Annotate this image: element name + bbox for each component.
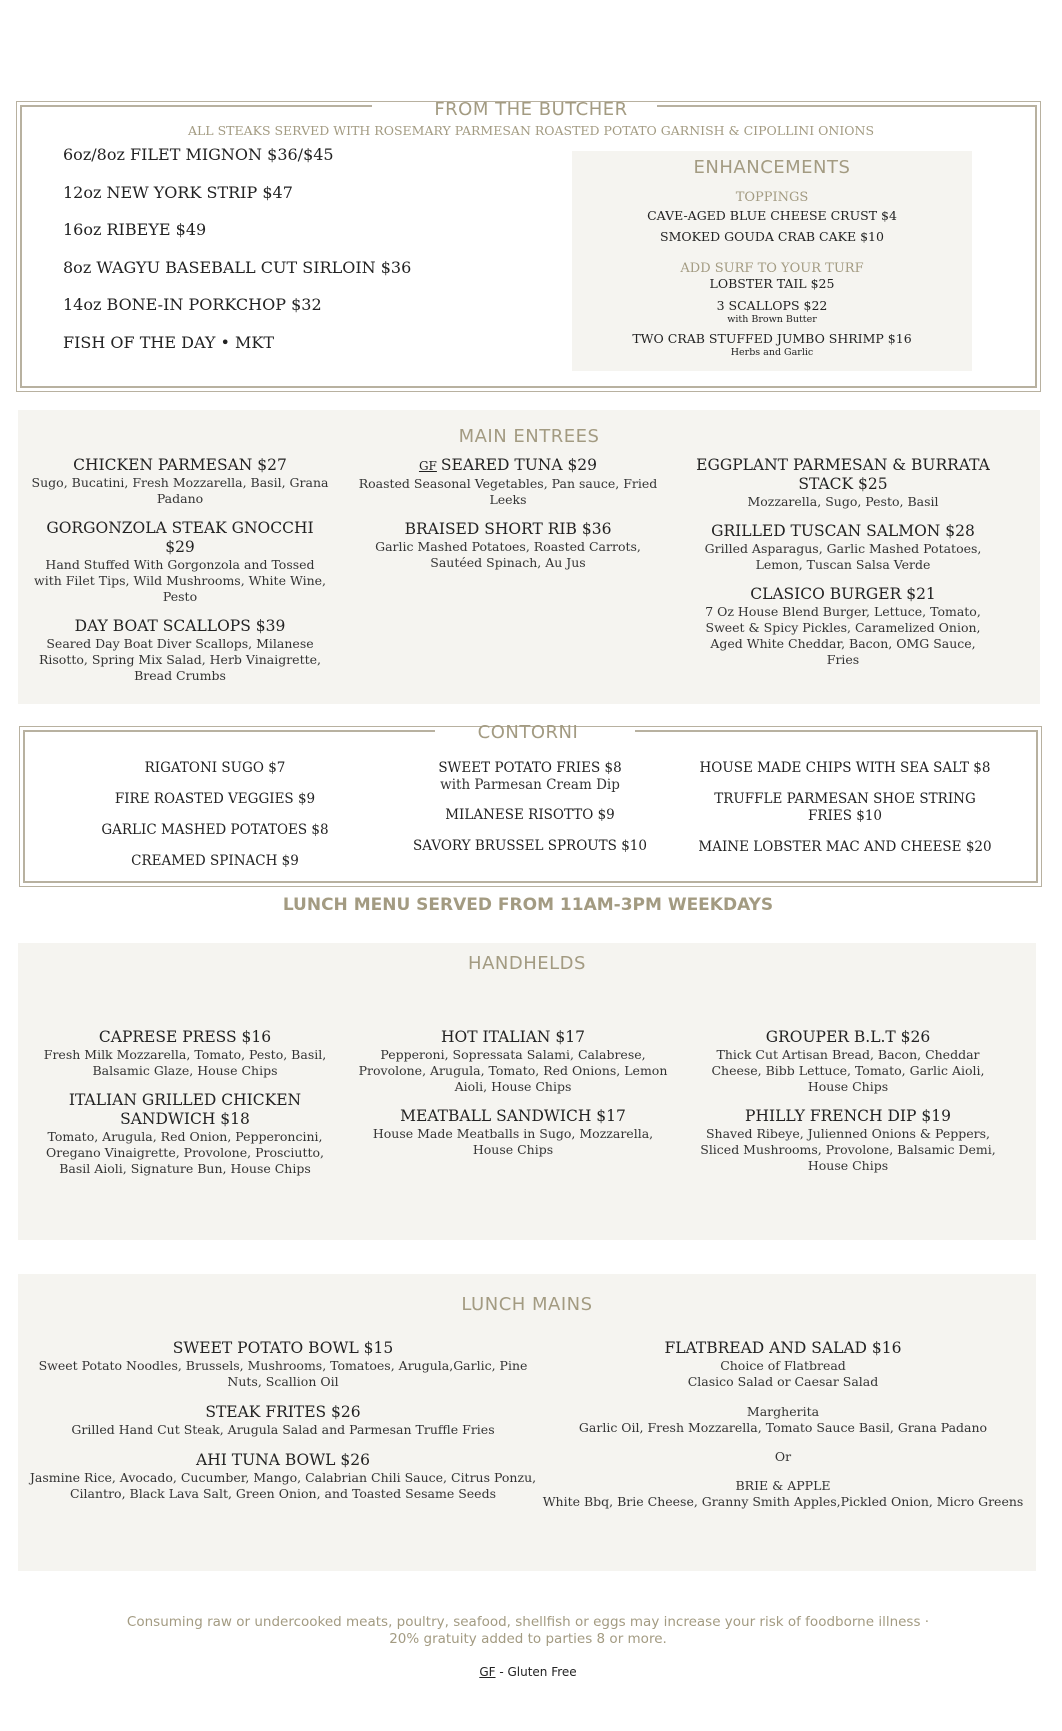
item-desc: Hand Stuffed With Gorgonzola and Tossed with Filet Tips, Wild Mushrooms, White Wine, Pesto bbox=[34, 557, 326, 604]
butcher-items bbox=[63, 145, 411, 370]
contorni-title: CONTORNI bbox=[477, 722, 579, 743]
item-name: MAINE LOBSTER MAC AND CHEESE $20 bbox=[698, 839, 992, 855]
surf-item bbox=[572, 298, 972, 325]
item-desc: Pepperoni, Sopressata Salami, Calabrese, Provolone, Arugula, Tomato, Red Onions, Lemon Aioli, House Chips bbox=[358, 1047, 668, 1094]
surf-desc: Herbs and Garlic bbox=[730, 347, 814, 358]
butcher-title: FROM THE BUTCHER bbox=[434, 99, 628, 120]
menu-column bbox=[30, 456, 330, 696]
item-desc: Choice of Flatbread bbox=[720, 1358, 846, 1373]
item-name: SWEET POTATO FRIES $8 bbox=[438, 760, 622, 776]
gf-abbr: GF bbox=[479, 1665, 496, 1679]
butcher-item: 16oz RIBEYE $49 bbox=[63, 220, 207, 239]
surf-item bbox=[572, 331, 972, 358]
lunch-mains-title: LUNCH MAINS bbox=[461, 1294, 593, 1315]
menu-item bbox=[693, 522, 993, 573]
item-name: PHILLY FRENCH DIP $19 bbox=[745, 1107, 951, 1125]
butcher-subtitle: ALL STEAKS SERVED WITH ROSEMARY PARMESAN ROASTED POTATO GARNISH & CIPOLLINI ONIONS bbox=[187, 123, 875, 138]
enhancements-title: ENHANCEMENTS bbox=[693, 157, 851, 178]
menu-item bbox=[30, 617, 330, 684]
item-desc: Sugo, Bucatini, Fresh Mozzarella, Basil, Grana Padano bbox=[31, 475, 329, 506]
menu-item bbox=[380, 760, 680, 793]
menu-item bbox=[693, 1107, 1003, 1174]
menu-item bbox=[30, 1028, 340, 1079]
butcher-item: 14oz BONE-IN PORKCHOP $32 bbox=[63, 295, 322, 314]
butcher-item: 12oz NEW YORK STRIP $47 bbox=[63, 182, 293, 202]
flatbread-item bbox=[538, 1339, 1028, 1510]
lunch-notice: LUNCH MENU SERVED FROM 11AM-3PM WEEKDAYS bbox=[282, 895, 774, 915]
gf-legend-text: - Gluten Free bbox=[495, 1665, 577, 1679]
menu-item bbox=[380, 838, 680, 855]
menu-column bbox=[380, 760, 680, 869]
or-text: Or bbox=[774, 1449, 792, 1464]
item-desc: 7 Oz House Blend Burger, Lettuce, Tomato, Sweet & Spicy Pickles, Caramelized Onion, Aged White Cheddar, Bacon, OMG Sauce, Fries bbox=[705, 604, 981, 667]
toppings-title: TOPPINGS bbox=[735, 190, 809, 205]
menu-item bbox=[65, 760, 365, 777]
item-name: ITALIAN GRILLED CHICKEN SANDWICH $18 bbox=[68, 1091, 302, 1128]
menu-item bbox=[358, 520, 658, 571]
surf-title: ADD SURF TO YOUR TURF bbox=[680, 261, 864, 276]
item-name: HOUSE MADE CHIPS WITH SEA SALT $8 bbox=[699, 760, 991, 776]
footer bbox=[0, 1614, 1056, 1681]
surf-item bbox=[572, 276, 972, 292]
item-desc: Thick Cut Artisan Bread, Bacon, Cheddar Cheese, Bibb Lettuce, Tomato, Garlic Aioli, House Chips bbox=[711, 1047, 985, 1094]
lunch-mains-section bbox=[18, 1274, 1036, 1571]
item-name: FLATBREAD AND SALAD $16 bbox=[664, 1339, 902, 1357]
item-name: FIRE ROASTED VEGGIES $9 bbox=[114, 791, 316, 807]
item-desc: House Made Meatballs in Sugo, Mozzarella, House Chips bbox=[372, 1126, 654, 1157]
menu-item bbox=[695, 760, 995, 777]
menu-item bbox=[30, 519, 330, 605]
item-desc: Mozzarella, Sugo, Pesto, Basil bbox=[747, 494, 939, 509]
item-name: SWEET POTATO BOWL $15 bbox=[172, 1339, 394, 1357]
item-name: BRAISED SHORT RIB $36 bbox=[404, 520, 612, 538]
topping-item: CAVE-AGED BLUE CHEESE CRUST $4 bbox=[647, 208, 897, 223]
item-desc: Clasico Salad or Caesar Salad bbox=[687, 1374, 879, 1389]
contorni-section bbox=[23, 730, 1038, 883]
menu-item bbox=[693, 1028, 1003, 1095]
surf-desc: with Brown Butter bbox=[727, 314, 817, 325]
menu-item bbox=[695, 839, 995, 856]
item-desc: Grilled Asparagus, Garlic Mashed Potatoes, Lemon, Tuscan Salsa Verde bbox=[704, 541, 982, 572]
option-name: BRIE & APPLE bbox=[735, 1478, 831, 1493]
item-name: MILANESE RISOTTO $9 bbox=[445, 807, 615, 823]
enhancements-panel bbox=[572, 151, 972, 371]
menu-item bbox=[358, 456, 658, 508]
item-name: AHI TUNA BOWL $26 bbox=[196, 1451, 370, 1469]
butcher-item: FISH OF THE DAY • MKT bbox=[63, 332, 275, 352]
topping-item: SMOKED GOUDA CRAB CAKE $10 bbox=[660, 229, 884, 244]
item-desc: Shaved Ribeye, Julienned Onions & Peppers, Sliced Mushrooms, Provolone, Balsamic Demi, House Chips bbox=[700, 1126, 996, 1173]
item-desc: Jasmine Rice, Avocado, Cucumber, Mango, Calabrian Chili Sauce, Citrus Ponzu, Cilantro, Black Lava Salt, Green Onion, and Toasted Sesame Seeds bbox=[29, 1470, 537, 1501]
item-name: GARLIC MASHED POTATOES $8 bbox=[101, 822, 329, 838]
menu-column bbox=[695, 760, 995, 870]
item-desc: Roasted Seasonal Vegetables, Pan sauce, Fried Leeks bbox=[358, 476, 658, 507]
item-name: TRUFFLE PARMESAN SHOE STRING FRIES $10 bbox=[714, 791, 976, 824]
item-name: HOT ITALIAN $17 bbox=[441, 1028, 585, 1046]
disclaimer: Consuming raw or undercooked meats, poultry, seafood, shellfish or eggs may increase your risk of foodborne illness · bbox=[126, 1614, 930, 1630]
menu-item bbox=[65, 791, 365, 808]
menu-column bbox=[30, 1028, 340, 1189]
menu-item bbox=[28, 1339, 538, 1390]
item-name: CLASICO BURGER $21 bbox=[750, 585, 936, 603]
surf-name: 3 SCALLOPS $22 bbox=[716, 298, 828, 313]
menu-item bbox=[28, 1451, 538, 1502]
item-desc: Grilled Hand Cut Steak, Arugula Salad and Parmesan Truffle Fries bbox=[71, 1422, 495, 1437]
menu-column bbox=[358, 456, 658, 583]
option-name: Margherita bbox=[746, 1404, 820, 1419]
item-name: STEAK FRITES $26 bbox=[205, 1403, 361, 1421]
menu-item bbox=[358, 1028, 668, 1095]
surf-name: LOBSTER TAIL $25 bbox=[709, 276, 835, 291]
lunch-mains-left bbox=[28, 1339, 538, 1515]
entrees-title: MAIN ENTREES bbox=[458, 426, 600, 447]
gratuity: 20% gratuity added to parties 8 or more. bbox=[389, 1631, 667, 1647]
menu-item bbox=[358, 1107, 668, 1158]
butcher-item: 6oz/8oz FILET MIGNON $36/$45 bbox=[63, 145, 334, 164]
item-name: RIGATONI SUGO $7 bbox=[144, 760, 286, 776]
item-desc: Fresh Milk Mozzarella, Tomato, Pesto, Basil, Balsamic Glaze, House Chips bbox=[43, 1047, 327, 1078]
item-name: MEATBALL SANDWICH $17 bbox=[400, 1107, 626, 1125]
menu-column bbox=[693, 1028, 1003, 1186]
menu-column bbox=[358, 1028, 668, 1170]
menu-item bbox=[693, 456, 993, 510]
item-desc: Tomato, Arugula, Red Onion, Pepperoncini, Oregano Vinaigrette, Provolone, Prosciutto, Basil Aioli, Signature Bun, House Chips bbox=[45, 1129, 325, 1176]
item-name: GRILLED TUSCAN SALMON $28 bbox=[711, 522, 975, 540]
menu-item bbox=[30, 1091, 340, 1177]
menu-item bbox=[28, 1403, 538, 1438]
item-name: GORGONZOLA STEAK GNOCCHI $29 bbox=[46, 519, 314, 556]
menu-item bbox=[30, 456, 330, 507]
item-name: CREAMED SPINACH $9 bbox=[131, 853, 299, 869]
item-name: CAPRESE PRESS $16 bbox=[98, 1028, 272, 1046]
menu-column bbox=[65, 760, 365, 884]
item-desc: Seared Day Boat Diver Scallops, Milanese Risotto, Spring Mix Salad, Herb Vinaigrette, Bread Crumbs bbox=[38, 636, 321, 683]
menu-item bbox=[65, 822, 365, 839]
item-name bbox=[358, 456, 658, 476]
option-desc: Garlic Oil, Fresh Mozzarella, Tomato Sauce Basil, Grana Padano bbox=[578, 1420, 988, 1435]
item-name: EGGPLANT PARMESAN & BURRATA STACK $25 bbox=[696, 456, 990, 493]
menu-item bbox=[380, 807, 680, 824]
butcher-item: 8oz WAGYU BASEBALL CUT SIRLOIN $36 bbox=[63, 257, 412, 277]
menu-item bbox=[65, 853, 365, 870]
surf-name: TWO CRAB STUFFED JUMBO SHRIMP $16 bbox=[632, 331, 912, 346]
item-name-text: SEARED TUNA $29 bbox=[440, 456, 598, 474]
item-name: DAY BOAT SCALLOPS $39 bbox=[74, 617, 286, 635]
item-name: SAVORY BRUSSEL SPROUTS $10 bbox=[413, 838, 647, 854]
item-name: CHICKEN PARMESAN $27 bbox=[73, 456, 287, 474]
item-name: GROUPER B.L.T $26 bbox=[765, 1028, 931, 1046]
item-desc: Garlic Mashed Potatoes, Roasted Carrots, Sautéed Spinach, Au Jus bbox=[375, 539, 641, 570]
gf-tag: GF bbox=[418, 459, 437, 473]
gf-legend bbox=[0, 1664, 1056, 1681]
handhelds-section bbox=[18, 943, 1036, 1240]
menu-column bbox=[693, 456, 993, 680]
option-desc: White Bbq, Brie Cheese, Granny Smith Apples,Pickled Onion, Micro Greens bbox=[542, 1494, 1024, 1509]
handhelds-title: HANDHELDS bbox=[468, 953, 586, 974]
menu-item bbox=[693, 585, 993, 668]
item-desc: Sweet Potato Noodles, Brussels, Mushrooms, Tomatoes, Arugula,Garlic, Pine Nuts, Scallion Oil bbox=[38, 1358, 528, 1389]
item-desc: with Parmesan Cream Dip bbox=[440, 777, 620, 793]
entrees-section bbox=[18, 410, 1040, 704]
menu-item bbox=[695, 791, 995, 825]
